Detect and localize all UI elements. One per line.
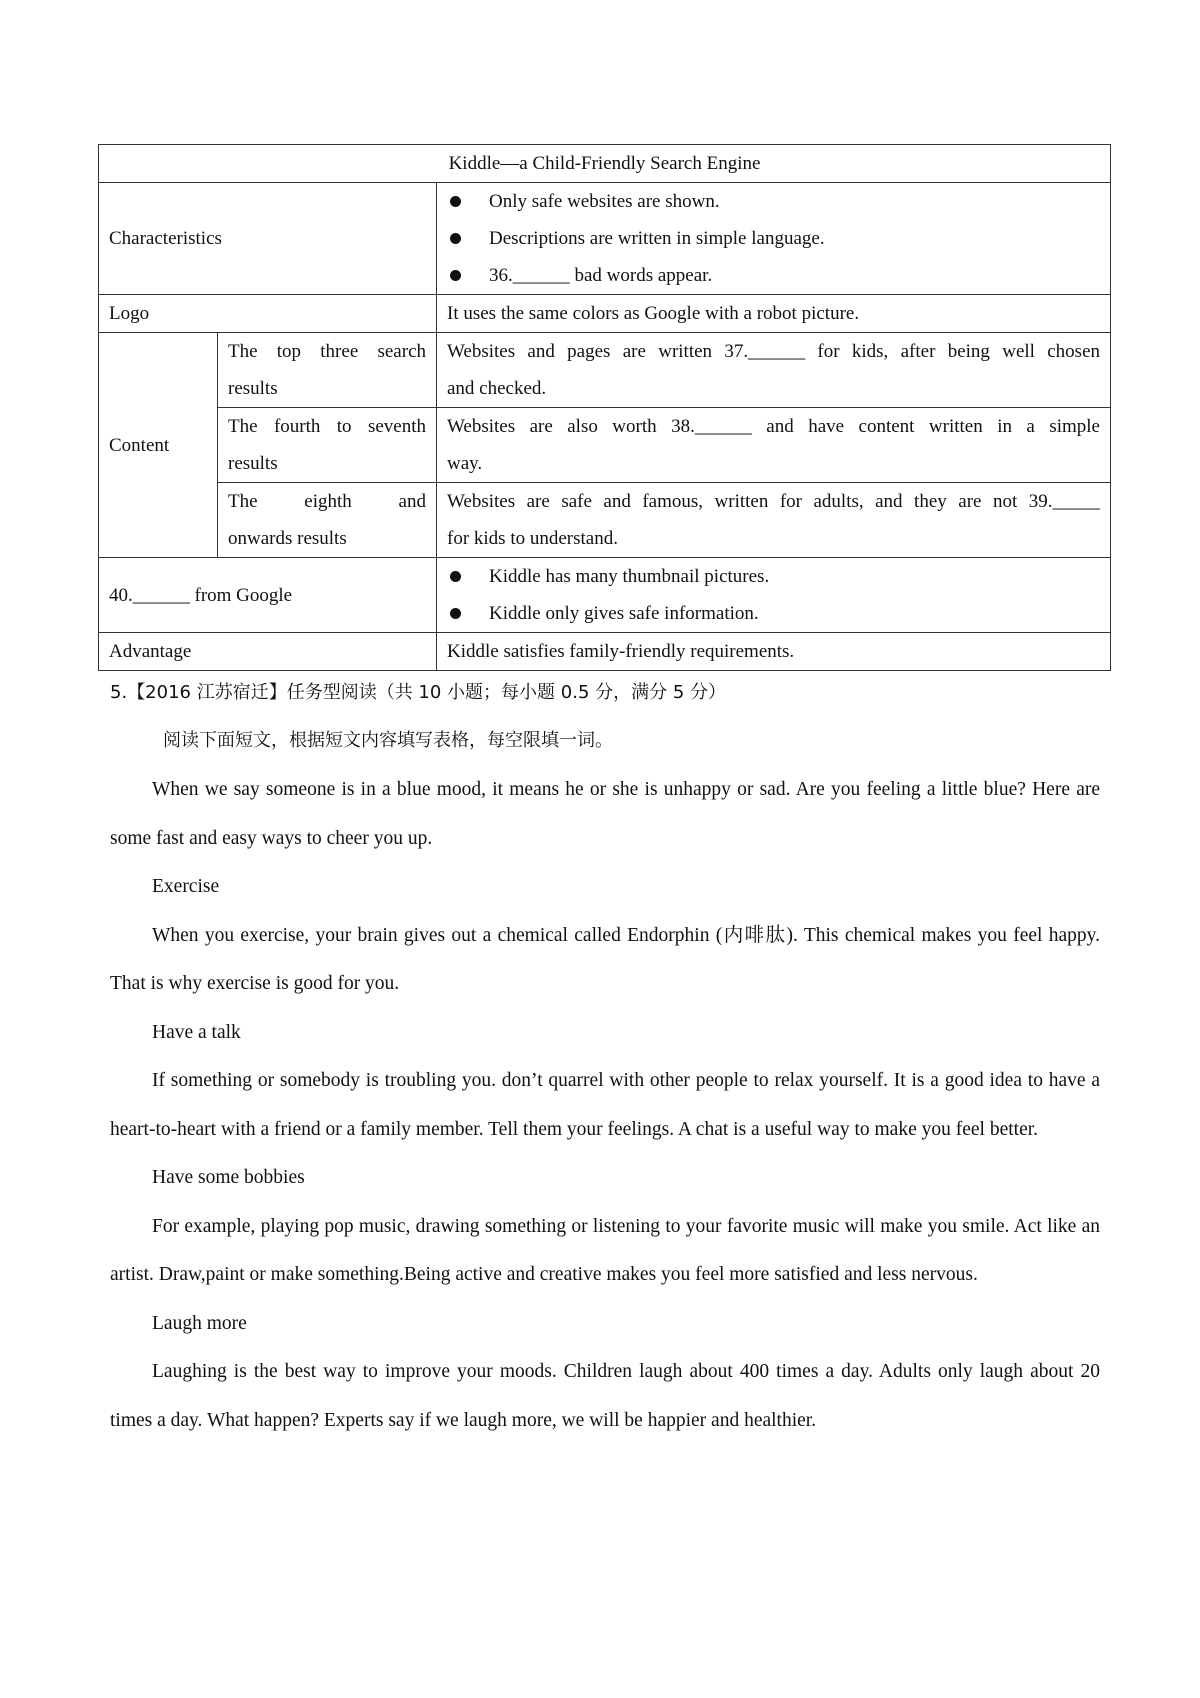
- bullet-icon: [450, 270, 461, 281]
- bullet-icon: [450, 196, 461, 207]
- difference-row: [99, 558, 1111, 633]
- characteristics-cell: [437, 183, 1111, 295]
- content-sub-label: The fourth to seventh results: [218, 408, 437, 483]
- content-sub-label: The eighth and onwards results: [218, 483, 437, 558]
- content-row: [99, 408, 1111, 483]
- section-heading: Exercise: [152, 876, 220, 897]
- characteristics-row: [99, 183, 1111, 295]
- list-item: [447, 558, 1100, 595]
- difference-label: 40.______ from Google: [99, 558, 437, 633]
- bullet-icon: [450, 233, 461, 244]
- bullet-icon: [450, 608, 461, 619]
- content-sub-label: The top three search results: [218, 333, 437, 408]
- content-text: Websites and pages are written 37.______ for kids, after being well chosen and checked.: [437, 333, 1111, 408]
- content-text: Websites are safe and famous, written for adults, and they are not 39._____ for kids to understand.: [437, 483, 1111, 558]
- section-heading: Laugh more: [152, 1312, 247, 1334]
- list-item-text: Kiddle has many thumbnail pictures.: [489, 566, 770, 587]
- instruction-text: 阅读下面短文，根据短文内容填写表格，每空限填一词。: [163, 730, 613, 751]
- logo-text: It uses the same colors as Google with a robot picture.: [437, 295, 1111, 333]
- content-row: [99, 333, 1111, 408]
- list-item: [447, 257, 1100, 294]
- logo-label: Logo: [99, 295, 437, 333]
- question-heading: 5.【2016 江苏宿迁】任务型阅读（共 10 小题；每小题 0.5 分，满分 5 分）: [110, 682, 727, 703]
- list-item-text: Descriptions are written in simple language.: [489, 228, 825, 249]
- paragraph: When we say someone is in a blue mood, it means he or she is unhappy or sad. Are you feeling a little blue? Here are some fast and easy ways to cheer you up.: [110, 779, 1100, 849]
- paragraph: If something or somebody is troubling you. don’t quarrel with other people to relax yourself. It is a good idea to have a heart-to-heart with a friend or a family member. Tell them your feelings. A chat is a useful way to make you feel better.: [110, 1070, 1100, 1140]
- content-text: Websites are also worth 38.______ and have content written in a simple way.: [437, 408, 1111, 483]
- advantage-row: [99, 633, 1111, 671]
- kiddle-table: [98, 144, 1111, 671]
- list-item-text: 36.______ bad words appear.: [489, 265, 713, 286]
- difference-cell: [437, 558, 1111, 633]
- characteristics-label: Characteristics: [99, 183, 437, 295]
- content-row: [99, 483, 1111, 558]
- list-item-text: Only safe websites are shown.: [489, 191, 720, 212]
- list-item: [447, 595, 1100, 632]
- paragraph: When you exercise, your brain gives out a chemical called Endorphin (内啡肽). This chemical makes you feel happy. That is why exercise is good for you.: [110, 924, 1100, 994]
- list-item: [447, 220, 1100, 257]
- section-heading: Have a talk: [152, 1021, 241, 1043]
- list-item: [447, 183, 1100, 220]
- table-title-row: [99, 145, 1111, 183]
- advantage-text: Kiddle satisfies family-friendly requirements.: [437, 633, 1111, 671]
- advantage-label: Advantage: [99, 633, 437, 671]
- table-title: Kiddle—a Child-Friendly Search Engine: [99, 145, 1111, 183]
- bullet-icon: [450, 571, 461, 582]
- paragraph: For example, playing pop music, drawing something or listening to your favorite music will make you smile. Act like an artist. Draw,paint or make something.Being active and creative makes you feel more satisfied and less nervous.: [110, 1215, 1100, 1285]
- list-item-text: Kiddle only gives safe information.: [489, 603, 759, 624]
- section-heading: Have some bobbies: [152, 1167, 305, 1188]
- passage: [110, 766, 1100, 1445]
- paragraph: Laughing is the best way to improve your moods. Children laugh about 400 times a day. Adults only laugh about 20 times a day. What happen? Experts say if we laugh more, we will be happier and healthier.: [110, 1361, 1100, 1431]
- content-label: Content: [99, 333, 218, 558]
- logo-row: [99, 295, 1111, 333]
